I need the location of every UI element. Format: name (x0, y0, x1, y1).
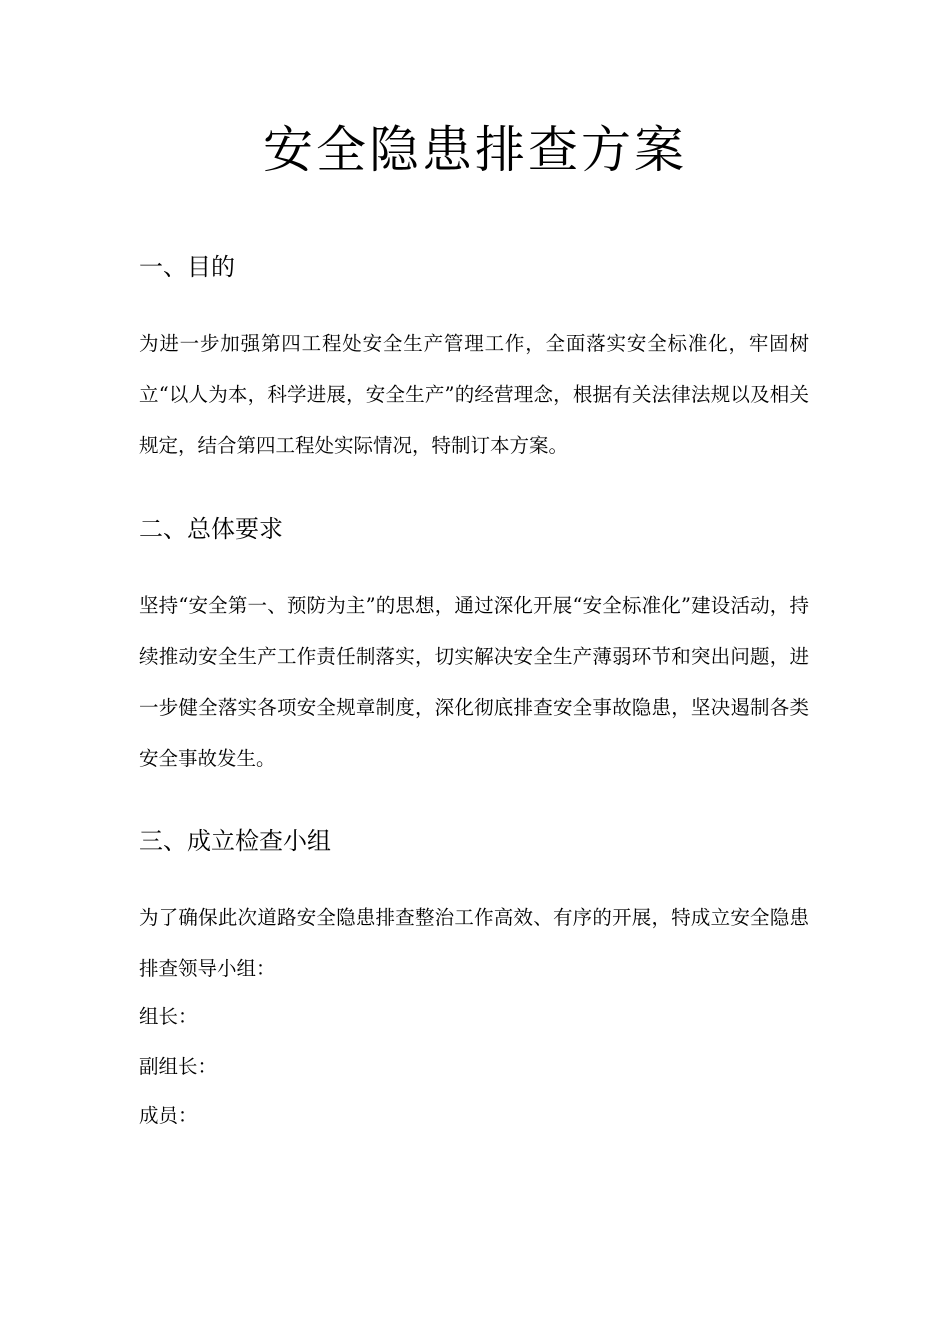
section-paragraph-purpose: 为进一步加强第四工程处安全生产管理工作，全面落实安全标准化，牢固树立“以人为本，科学进展，安全生产”的经营理念，根据有关法律法规以及相关规定，结合第四工程处实际情况，特制订本方案。 (139, 332, 809, 457)
section-heading-purpose: 一、目的 (139, 253, 235, 281)
members-line: 成员： (139, 1104, 198, 1127)
section-heading-requirements: 二、总体要求 (139, 515, 283, 543)
group-leader-line: 组长： (139, 1005, 198, 1028)
section-paragraph-inspection-group: 为了确保此次道路安全隐患排查整治工作高效、有序的开展，特成立安全隐患排查领导小组： (139, 906, 809, 980)
document-title: 安全隐患排查方案 (263, 121, 687, 179)
section-heading-inspection-group: 三、成立检查小组 (139, 827, 331, 855)
section-paragraph-requirements: 坚持“安全第一、预防为主”的思想，通过深化开展“安全标准化”建设活动，持续推动安全生产工作责任制落实，切实解决安全生产薄弱环节和突出问题，进一步健全落实各项安全规章制度，深化彻底排查安全事故隐患，坚决遏制各类安全事故发生。 (139, 594, 809, 770)
deputy-leader-line: 副组长： (139, 1055, 218, 1078)
